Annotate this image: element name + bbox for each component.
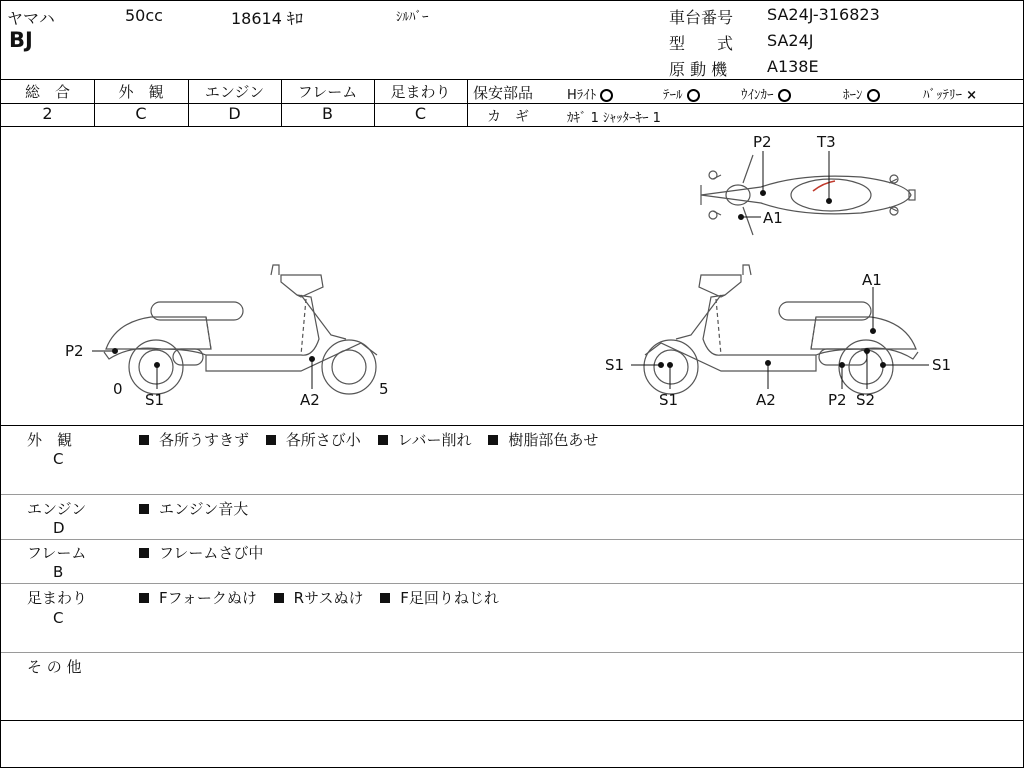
section-name-engine: エンジン: [27, 500, 87, 518]
diagram-label: 5: [379, 380, 389, 398]
diagram-label: P2: [753, 133, 772, 151]
findings-frame: [139, 542, 275, 563]
findings-exterior: [139, 429, 610, 450]
diagram-label: S1: [659, 391, 679, 409]
findings-suspension: [139, 587, 511, 608]
safety-item-horn: ﾎｰﾝ: [843, 84, 880, 103]
damage-diagram: [1, 127, 1023, 425]
section-name-other: そ の 他: [27, 658, 82, 676]
scooter-left-side-icon: [104, 265, 377, 394]
diagram-label: S1: [932, 356, 952, 374]
finding-item: レバー削れ: [397, 431, 472, 449]
maker: ヤマハ: [7, 9, 55, 28]
grade-label-engine: エンジン: [204, 83, 265, 101]
section-grade-engine: D: [53, 519, 65, 537]
engine-value: A138E: [767, 57, 819, 76]
bullet-icon: [274, 593, 284, 603]
divider: [1, 539, 1023, 540]
engine-label: 原 動 機: [669, 60, 728, 79]
finding-item: エンジン音大: [159, 500, 249, 518]
bullet-icon: [488, 435, 498, 445]
finding-item: 樹脂部色あせ: [508, 431, 599, 449]
scooter-top-view-icon: [701, 155, 915, 235]
finding-item: Fフォークぬけ: [159, 589, 257, 607]
section-grade-suspension: C: [53, 609, 64, 627]
diagram-label: S1: [145, 391, 165, 409]
grade-value-overall: 2: [42, 104, 53, 123]
bullet-icon: [139, 435, 149, 445]
grade-value-frame: B: [322, 104, 333, 123]
finding-item: 各所うすきず: [159, 431, 250, 449]
divider: [1, 425, 1023, 426]
section-grade-exterior: C: [53, 450, 64, 468]
safety-item-battery: ﾊﾞｯﾃﾘｰ ×: [923, 88, 978, 103]
key-value: ｶｷﾞ 1 ｼｬｯﾀｰｷｰ 1: [567, 111, 661, 126]
chassis-number: SA24J-316823: [767, 5, 880, 24]
diagram-label: A2: [756, 391, 776, 409]
color: ｼﾙﾊﾞｰ: [396, 10, 429, 25]
divider: [467, 79, 468, 126]
section-grade-frame: B: [53, 563, 64, 581]
safety-item-tail: ﾃｰﾙ: [663, 84, 700, 103]
diagram-label: A2: [300, 391, 320, 409]
bullet-icon: [139, 548, 149, 558]
finding-item: フレームさび中: [159, 544, 264, 562]
key-label: カ ギ: [487, 109, 529, 125]
divider: [1, 720, 1023, 721]
divider: [1, 79, 1023, 80]
scratch-mark-icon: [813, 181, 835, 191]
ok-circle-icon: [687, 89, 700, 102]
safety-item-headlight: Hﾗｲﾄ: [567, 84, 613, 103]
grade-label-frame: フレーム: [297, 83, 358, 101]
grade-value-suspension: C: [414, 104, 427, 123]
ok-circle-icon: [600, 89, 613, 102]
safety-title: 保安部品: [473, 84, 534, 102]
model-name: BJ: [9, 28, 33, 52]
diagram-label: P2: [65, 342, 84, 360]
displacement: 50cc: [125, 6, 163, 25]
divider: [1, 494, 1023, 495]
diagram-label: S1: [605, 356, 625, 374]
mileage: 18614 ｷﾛ: [231, 9, 303, 28]
diagram-label: A1: [763, 209, 783, 227]
divider: [1, 583, 1023, 584]
diagram-label: T3: [817, 133, 836, 151]
diagram-label: P2: [828, 391, 847, 409]
bullet-icon: [139, 504, 149, 514]
type-value: SA24J: [767, 31, 814, 50]
divider: [468, 103, 1023, 104]
grade-label-exterior: 外 観: [118, 83, 164, 101]
ok-circle-icon: [867, 89, 880, 102]
section-name-suspension: 足まわり: [27, 589, 88, 607]
grade-label-suspension: 足まわり: [390, 83, 451, 101]
finding-item: F足回りねじれ: [400, 589, 499, 607]
safety-item-winker: ｳｲﾝｶｰ: [741, 84, 791, 103]
diagram-label: A1: [862, 271, 882, 289]
bullet-icon: [266, 435, 276, 445]
grade-value-exterior: C: [135, 104, 147, 123]
type-label: 型 式: [669, 34, 734, 53]
section-name-exterior: 外 観: [27, 431, 73, 449]
bullet-icon: [378, 435, 388, 445]
section-name-frame: フレーム: [27, 544, 87, 562]
diagram-label: 0: [113, 380, 123, 398]
divider: [1, 652, 1023, 653]
ng-cross-icon: ×: [966, 88, 978, 103]
diagram-label: S2: [856, 391, 876, 409]
ok-circle-icon: [778, 89, 791, 102]
bullet-icon: [380, 593, 390, 603]
grade-value-engine: D: [228, 104, 241, 123]
grade-label-overall: 総 合: [24, 83, 70, 101]
findings-engine: [139, 498, 260, 519]
bullet-icon: [139, 593, 149, 603]
finding-item: Rサスぬけ: [293, 589, 364, 607]
finding-item: 各所さび小: [285, 431, 361, 449]
chassis-label: 車台番号: [669, 8, 734, 27]
